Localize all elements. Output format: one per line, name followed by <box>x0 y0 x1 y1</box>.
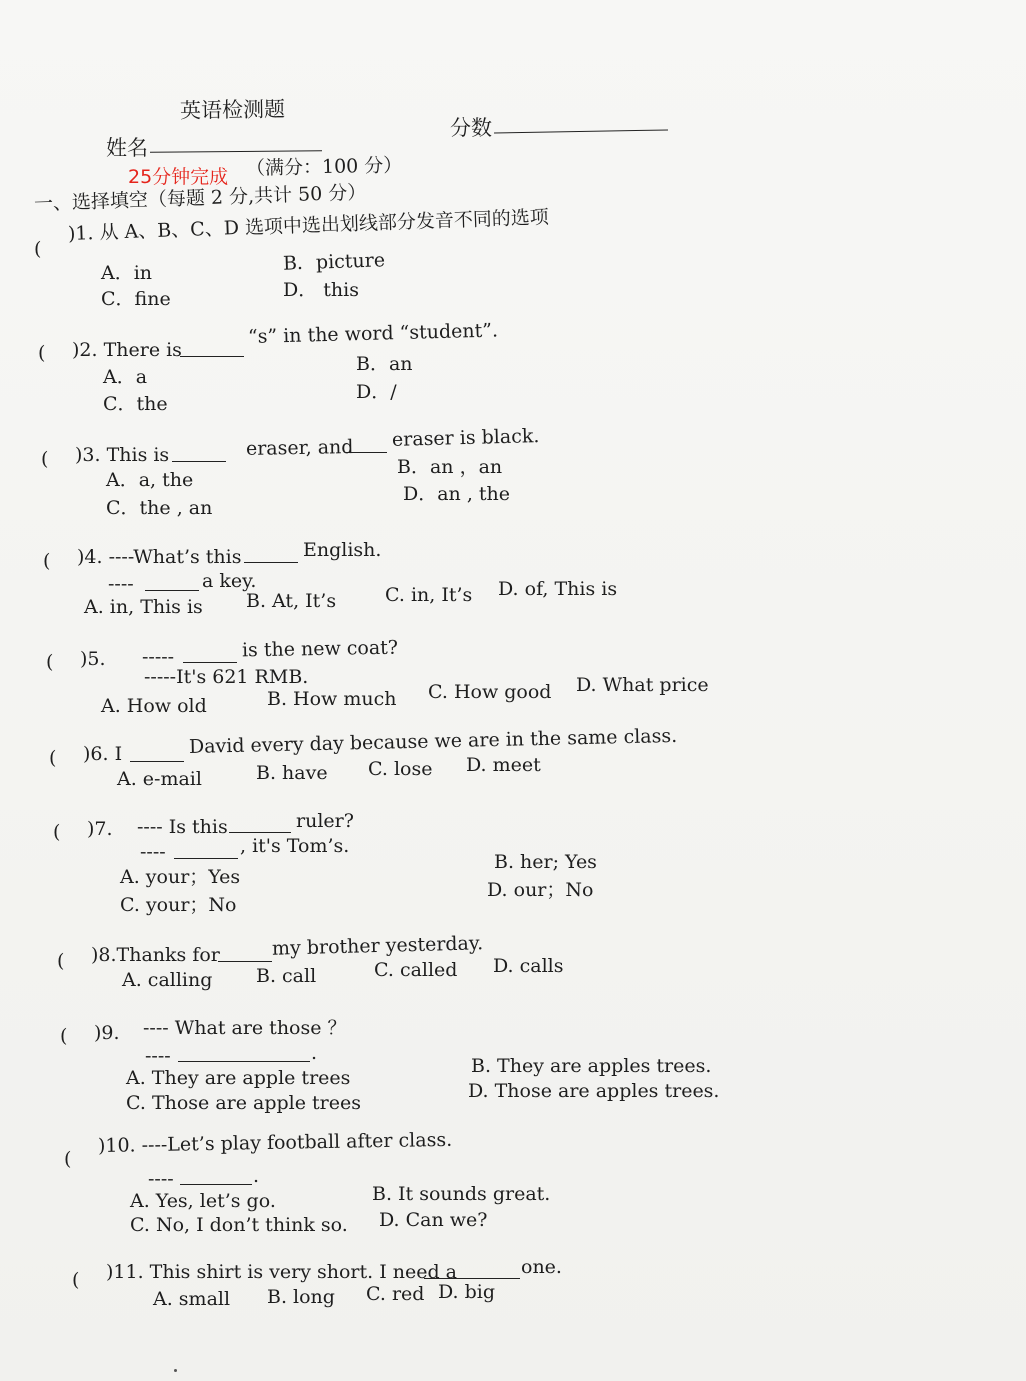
answer-blank <box>180 356 244 357</box>
line1-prefix: ----- <box>142 646 175 668</box>
option-a: A. Yes, let’s go. <box>130 1190 276 1212</box>
question-stem-tail: “s” in the word “student”. <box>247 319 499 348</box>
option-b: B. have <box>256 762 328 784</box>
option-d: D. big <box>438 1281 496 1303</box>
answer-blank-2 <box>145 590 199 591</box>
line2-prefix: ---- <box>145 1045 171 1067</box>
option-a: A. e-mail <box>117 768 202 790</box>
answer-blank-2 <box>345 452 387 453</box>
section-heading: 一、选择填空（每题 2 分,共计 50 分） <box>33 181 367 215</box>
line2-prefix: ---- <box>108 573 134 595</box>
option-b: B．an <box>356 353 413 375</box>
option-b: B. How much <box>267 688 397 710</box>
line1-prefix: ---- Is this <box>137 816 228 838</box>
answer-paren: ( <box>41 448 49 470</box>
option-c: C. called <box>374 959 458 981</box>
line1: ---- What are those ？ <box>143 1017 347 1039</box>
option-a: A．in <box>101 262 153 284</box>
question-stem: )7. <box>87 818 113 840</box>
answer-paren: ( <box>38 342 46 364</box>
option-c: C. your；No <box>120 894 237 916</box>
score-label: 分数 <box>450 116 492 140</box>
option-a: A. in, This is <box>84 596 203 618</box>
question-stem: )5. <box>80 648 106 670</box>
line2-tail: a key. <box>202 570 257 592</box>
answer-paren: ( <box>57 950 65 972</box>
option-c: C. How good <box>428 681 552 703</box>
answer-paren: ( <box>49 747 57 769</box>
line2: -----It's 621 RMB. <box>144 666 309 688</box>
option-d: D. What price <box>576 674 709 696</box>
option-d: D．/ <box>356 381 397 403</box>
option-a: A．a <box>103 366 148 388</box>
answer-blank-1 <box>172 461 226 462</box>
question-stem-tail: David every day because we are in the same class. <box>188 724 678 758</box>
line2-prefix: ---- <box>148 1168 174 1190</box>
question-stem: )6. I <box>83 743 123 765</box>
question-stem: )1. 从 A、B、C、D 选项中选出划线部分发音不同的选项 <box>67 206 550 245</box>
page-title: 英语检测题 <box>179 97 286 123</box>
answer-blank <box>180 1184 252 1185</box>
option-b: B. At, It’s <box>246 590 337 612</box>
option-c: C．the <box>103 393 168 415</box>
option-d: D. our；No <box>487 879 594 901</box>
option-a: A. How old <box>101 695 207 717</box>
option-d: D．an , the <box>403 483 511 505</box>
option-a: A．a, the <box>106 469 194 491</box>
time-note: 25分钟完成 <box>128 166 229 188</box>
option-a: A. your；Yes <box>120 866 241 888</box>
question-stem: )4. ----What’s this <box>77 546 242 568</box>
answer-blank-2 <box>174 858 238 859</box>
question-stem-tail: eraser is black. <box>391 425 540 451</box>
option-b: B. It sounds great. <box>372 1183 551 1205</box>
answer-blank-1 <box>229 832 291 833</box>
line2-tail: , it's Tom’s. <box>240 835 350 857</box>
answer-blank <box>130 761 184 762</box>
answer-paren: ( <box>53 821 61 843</box>
name-blank <box>150 150 322 153</box>
answer-paren: ( <box>64 1148 72 1170</box>
question-stem: )8.Thanks for <box>91 944 220 966</box>
full-score: （满分：100 分） <box>245 154 403 180</box>
scan-speck <box>174 1369 177 1372</box>
question-stem: )11. This shirt is very short. I need a <box>106 1261 457 1283</box>
option-a: A. calling <box>122 969 213 991</box>
question-stem: )9. <box>94 1022 120 1044</box>
answer-blank <box>183 662 237 663</box>
answer-blank <box>178 1061 310 1062</box>
answer-paren: ( <box>60 1025 68 1047</box>
question-stem-tail: one. <box>521 1256 562 1278</box>
option-b: B. call <box>256 965 317 987</box>
option-c: C. Those are apple trees <box>126 1092 361 1114</box>
answer-paren: ( <box>43 550 51 572</box>
answer-paren: ( <box>72 1269 80 1291</box>
option-c: C. in, It’s <box>385 584 473 606</box>
question-stem: )3. This is <box>75 444 170 466</box>
answer-blank <box>424 1278 520 1279</box>
option-b: B．picture <box>282 249 386 275</box>
option-d: D. calls <box>493 955 564 977</box>
option-d: D. of, This is <box>498 578 618 600</box>
answer-paren: ( <box>46 651 54 673</box>
option-d: D. Can we? <box>379 1209 488 1231</box>
name-label: 姓名 <box>106 136 148 160</box>
question-stem-mid: eraser, and <box>245 436 354 460</box>
option-c: C. No, I don’t think so. <box>130 1214 348 1236</box>
option-b: B. her; Yes <box>494 851 597 873</box>
option-d: D. Those are apples trees. <box>468 1080 720 1102</box>
line2-prefix: ---- <box>140 841 166 863</box>
line2-tail: . <box>311 1042 318 1064</box>
question-stem-tail: English. <box>303 539 382 561</box>
option-c: C．the , an <box>106 497 213 519</box>
question-stem: )10. ----Let’s play football after class. <box>97 1128 453 1157</box>
line1-tail: ruler? <box>296 810 354 832</box>
option-a: A. small <box>153 1288 231 1310</box>
answer-blank <box>218 961 272 962</box>
score-blank <box>494 129 668 133</box>
option-b: B. They are apples trees. <box>471 1055 712 1077</box>
line1-tail: is the new coat? <box>241 636 399 662</box>
option-d: D． this <box>283 279 359 301</box>
answer-paren: ( <box>34 238 42 260</box>
option-b: B. long <box>267 1286 335 1308</box>
line2-tail: . <box>253 1165 260 1187</box>
option-b: B．an ，an <box>397 456 503 478</box>
option-c: C. lose <box>368 758 433 780</box>
question-stem: )2. There is <box>72 339 182 361</box>
question-stem-tail: my brother yesterday. <box>271 932 484 960</box>
option-a: A. They are apple trees <box>126 1067 351 1089</box>
answer-blank-1 <box>244 562 298 563</box>
option-d: D. meet <box>466 754 541 776</box>
option-c: C．fine <box>101 288 171 310</box>
option-c: C. red <box>366 1283 425 1305</box>
